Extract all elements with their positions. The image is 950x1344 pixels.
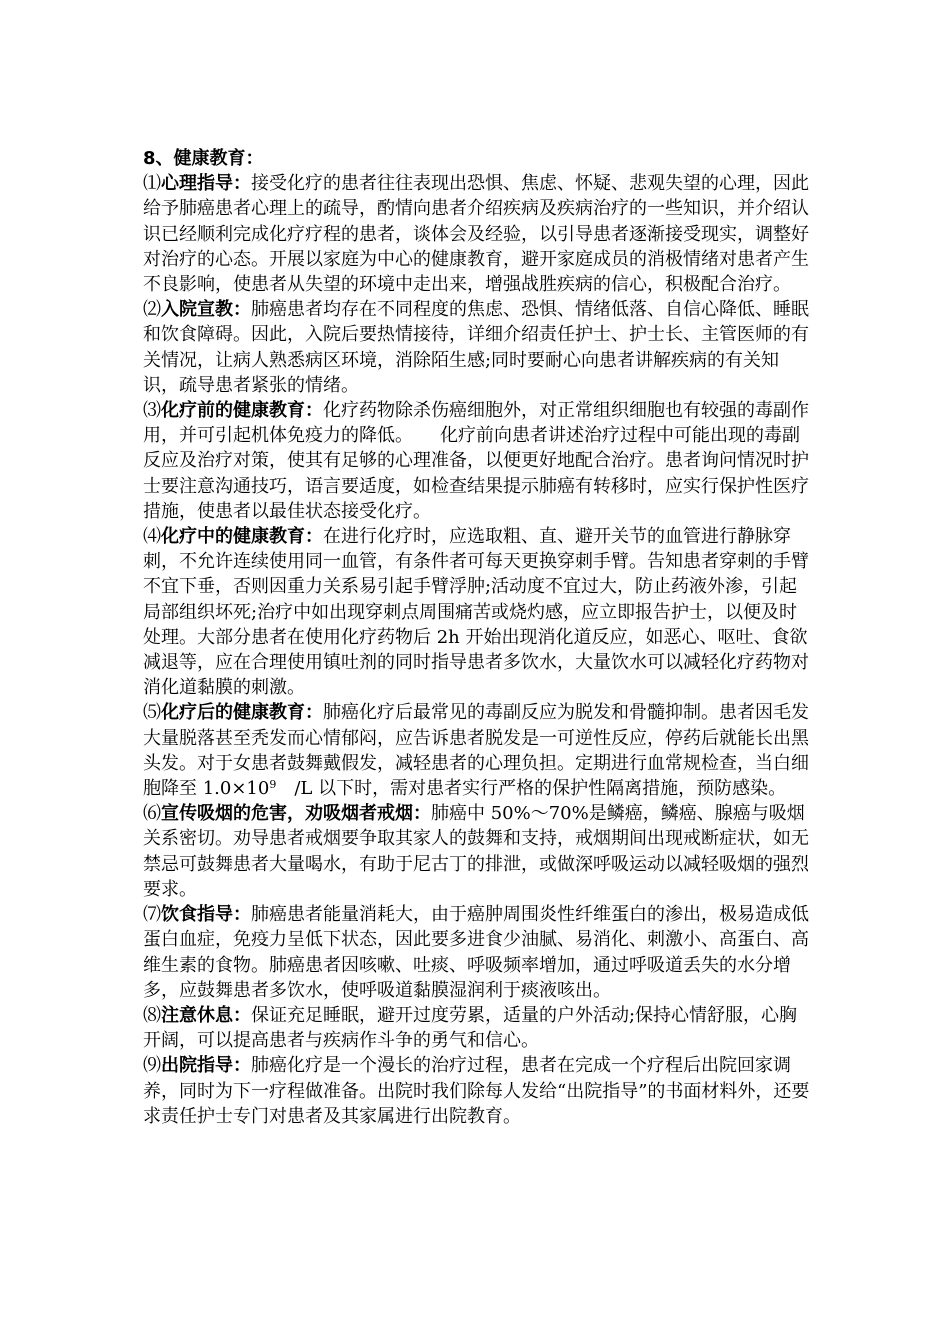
item-discharge-guidance <box>143 1053 815 1129</box>
item-smoking-cessation <box>143 801 815 902</box>
item-label: 化疗前的健康教育： <box>161 400 323 422</box>
item-rest <box>143 1003 815 1053</box>
item-text: 肺癌中 50%～70%是鳞癌，鳞癌、腺癌与吸烟关系密切。劝导患者戒烟要争取其家人的鼓舞和支持，戒烟期间出现戒断症状，如无禁忌可鼓舞患者大量喝水，有助于尼古丁的排泄，或做深呼吸运动以减轻吸烟的强烈要求。 <box>143 803 809 900</box>
item-diet-guidance <box>143 902 815 1003</box>
item-number: ⑷ <box>143 526 161 548</box>
item-number: ⑶ <box>143 400 161 422</box>
item-label: 饮食指导： <box>161 904 251 926</box>
item-text: 保证充足睡眠，避开过度劳累，适量的户外活动;保持心情舒服，心胸开阔，可以提高患者与疾病作斗争的勇气和信心。 <box>143 1004 798 1052</box>
section-heading: 8、健康教育： <box>143 148 264 169</box>
item-number: ⑹ <box>143 803 161 825</box>
item-psychological-guidance <box>143 171 815 297</box>
item-label: 出院指导： <box>161 1055 251 1077</box>
item-number: ⑼ <box>143 1055 161 1077</box>
item-number: ⑴ <box>143 173 161 195</box>
item-text: 接受化疗的患者往往表现出恐惧、焦虑、怀疑、悲观失望的心理，因此给予肺癌患者心理上的疏导，酌情向患者介绍疾病及疾病治疗的一些知识，并介绍认识已经顺利完成化疗疗程的患者，谈体会及经验，以引导患者逐渐接受现实，调整好对治疗的心态。开展以家庭为中心的健康教育，避开家庭成员的消极情绪对患者产生不良影响，使患者从失望的环境中走出来，增强战胜疾病的信心，积极配合治疗。 <box>143 173 809 296</box>
document-page <box>143 146 815 1129</box>
item-label: 入院宣教： <box>161 299 251 321</box>
item-pre-chemo-education <box>143 398 815 524</box>
item-admission-education <box>143 297 815 398</box>
item-post-chemo-education <box>143 700 815 801</box>
item-number: ⑺ <box>143 904 161 926</box>
item-text: 肺癌化疗后最常见的毒副反应为脱发和骨髓抑制。患者因毛发大量脱落甚至秃发而心情郁闷，应告诉患者脱发是一可逆性反应，停药后就能长出黑头发。对于女患者鼓舞戴假发，减轻患者的心理负担。定期进行血常规检查，当白细胞降至 1.0×10 <box>143 702 809 800</box>
item-text: 在进行化疗时，应选取粗、直、避开关节的血管进行静脉穿刺，不允许连续使用同一血管，有条件者可每天更换穿刺手臂。告知患者穿刺的手臂不宜下垂，否则因重力关系易引起手臂浮肿;活动度不宜过大，防止药液外渗，引起局部组织坏死;治疗中如出现穿刺点周围痛苦或烧灼感，应立即报告护士，以便及时处理。大部分患者在使用化疗药物后 2h 开始出现消化道反应，如恶心、呕吐、食欲减退等，应在合理使用镇吐剂的同时指导患者多饮水，大量饮水可以减轻化疗药物对消化道黏膜的刺激。 <box>143 526 809 699</box>
item-number: ⑵ <box>143 299 161 321</box>
item-text: 化疗药物除杀伤癌细胞外，对正常组织细胞也有较强的毒副作用，并可引起机体免疫力的降低。 化疗前向患者讲述治疗过程中可能出现的毒副反应及治疗对策，使其有足够的心理准备，以便更好地配合治疗。患者询问情况时护士要注意沟通技巧，语言要适度，如检查结果提示肺癌有转移时，应实行保护性医疗措施，使患者以最佳状态接受化疗。 <box>143 400 809 522</box>
item-label: 化疗后的健康教育： <box>161 702 323 724</box>
item-text-continued: /L 以下时，需对患者实行严格的保护性隔离措施，预防感染。 <box>276 778 787 800</box>
item-number: ⑻ <box>143 1004 161 1026</box>
item-label: 注意休息： <box>161 1004 251 1026</box>
item-label: 心理指导： <box>161 173 251 195</box>
item-during-chemo-education <box>143 524 815 700</box>
item-text: 肺癌化疗是一个漫长的治疗过程，患者在完成一个疗程后出院回家调养，同时为下一疗程做准备。出院时我们除每人发给“出院指导”的书面材料外，还要求责任护士专门对患者及其家属进行出院教育。 <box>143 1055 810 1127</box>
item-text: 肺癌患者能量消耗大，由于癌肿周围炎性纤维蛋白的渗出，极易造成低蛋白血症，免疫力呈低下状态，因此要多进食少油腻、易消化、刺激小、高蛋白、高维生素的食物。肺癌患者因咳嗽、吐痰、呼吸频率增加，通过呼吸道丢失的水分增多，应鼓舞患者多饮水，使呼吸道黏膜湿润利于痰液咳出。 <box>143 904 809 1001</box>
item-number: ⑸ <box>143 702 161 724</box>
item-text: 肺癌患者均存在不同程度的焦虑、恐惧、情绪低落、自信心降低、睡眠和饮食障碍。因此，入院后要热情接待，详细介绍责任护士、护士长、主管医师的有关情况，让病人熟悉病区环境，消除陌生感;同时要耐心向患者讲解疾病的有关知识，疏导患者紧张的情绪。 <box>143 299 809 396</box>
item-label: 宣传吸烟的危害，劝吸烟者戒烟： <box>161 803 431 825</box>
exponent: 9 <box>269 778 277 792</box>
item-label: 化疗中的健康教育： <box>161 526 323 548</box>
